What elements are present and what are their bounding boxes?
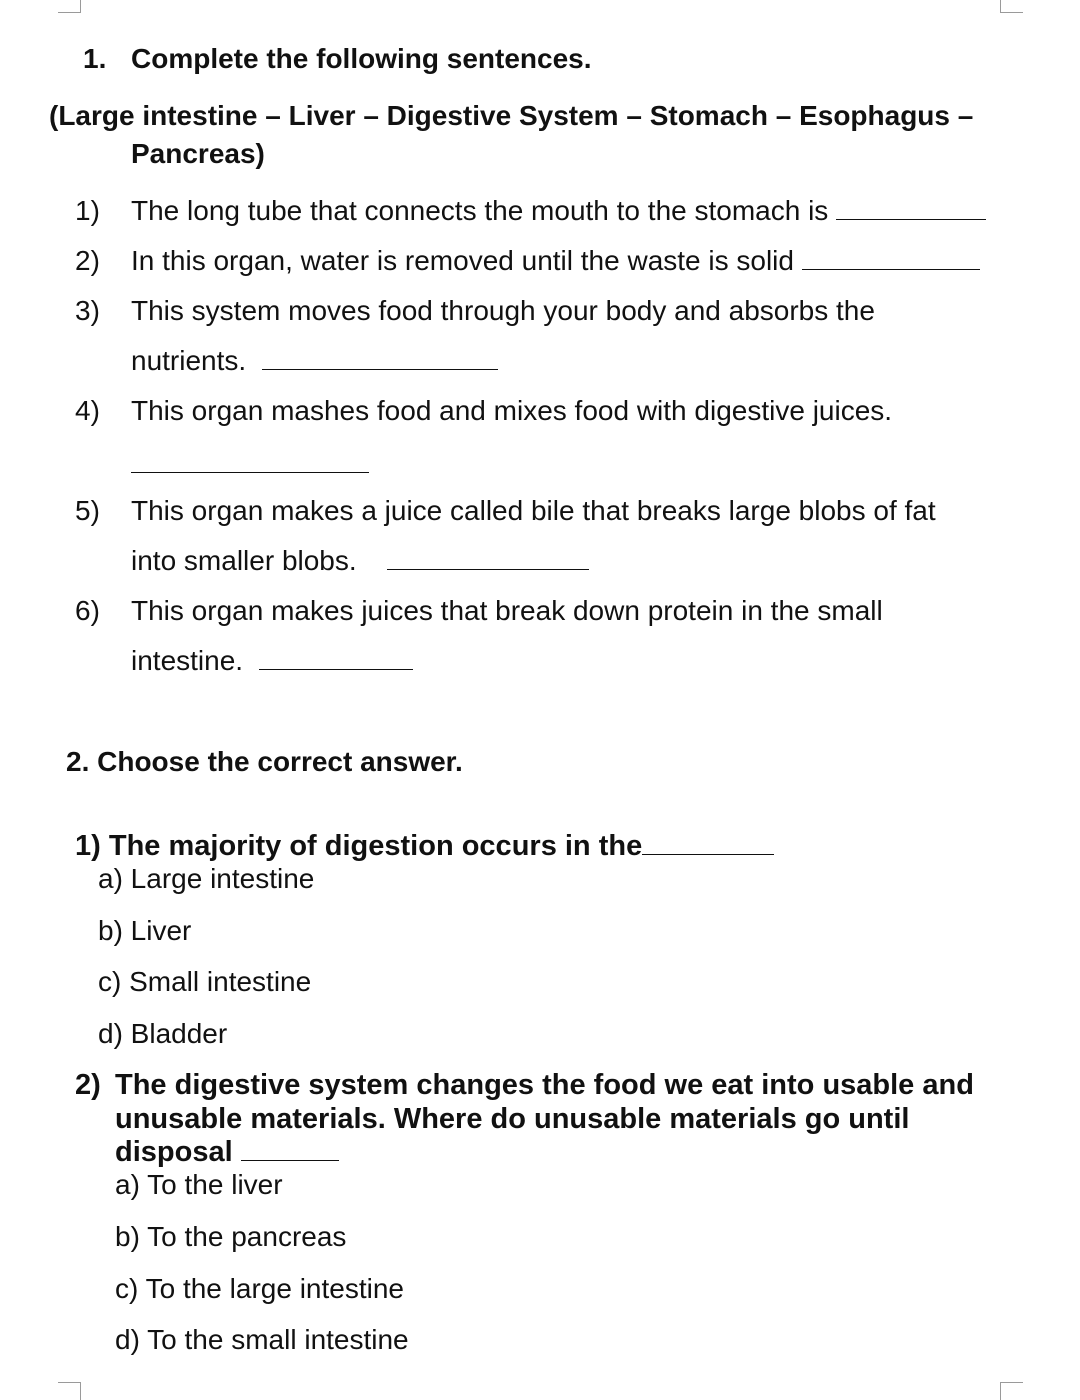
word-bank-line1: (Large intestine – Liver – Digestive System – Stomach – Esophagus –	[49, 100, 974, 131]
answer-blank[interactable]	[262, 368, 498, 370]
sentence-item-5-line1: This organ makes a juice called bile that breaks large blobs of fat	[131, 495, 936, 526]
option-c[interactable]: c) To the large intestine	[115, 1273, 404, 1304]
sentence-item-4: This organ mashes food and mixes food with digestive juices.	[131, 395, 893, 426]
answer-blank[interactable]	[131, 472, 369, 473]
sentence-item-1	[131, 195, 986, 227]
answer-blank[interactable]	[259, 668, 413, 670]
sentence-item-3-line1: This system moves food through your body and absorbs the	[131, 295, 875, 326]
word-bank-line2: Pancreas)	[131, 138, 265, 169]
item-number: 5)	[75, 495, 100, 526]
question-2-line3	[115, 1135, 339, 1169]
question-2-line1: The digestive system changes the food we eat into usable and	[115, 1069, 974, 1101]
answer-blank[interactable]	[642, 853, 774, 855]
item-number: 6)	[75, 595, 100, 626]
option-c[interactable]: c) Small intestine	[98, 966, 312, 997]
item-number: 2)	[75, 245, 100, 276]
corner-mark-bottom-right	[1000, 1382, 1023, 1400]
question-1	[75, 829, 774, 863]
sentence-item-6-line2	[131, 645, 413, 677]
question-text: The majority of digestion occurs in the	[108, 830, 643, 862]
sentence-text: into smaller blobs.	[131, 545, 357, 576]
answer-blank[interactable]	[241, 1159, 339, 1161]
section1-title: Complete the following sentences.	[131, 43, 592, 74]
corner-mark-bottom-left	[58, 1382, 81, 1400]
question-number: 2)	[75, 1069, 101, 1101]
section2-title: 2. Choose the correct answer.	[66, 746, 463, 777]
section1-number: 1.	[83, 43, 107, 74]
question-number: 1)	[75, 830, 101, 862]
option-a[interactable]: a) Large intestine	[98, 863, 315, 894]
item-number: 4)	[75, 395, 100, 426]
question-text: disposal	[115, 1136, 233, 1168]
answer-blank[interactable]	[802, 268, 980, 270]
sentence-text: nutrients.	[131, 345, 247, 376]
corner-mark-top-left	[58, 0, 81, 13]
item-number: 3)	[75, 295, 100, 326]
answer-blank[interactable]	[836, 218, 986, 220]
sentence-item-2	[131, 245, 980, 277]
sentence-text: intestine.	[131, 645, 244, 676]
item-number: 1)	[75, 195, 100, 226]
option-d[interactable]: d) To the small intestine	[115, 1324, 409, 1355]
question-2-line2: unusable materials. Where do unusable materials go until	[115, 1103, 910, 1135]
option-d[interactable]: d) Bladder	[98, 1018, 228, 1049]
answer-blank[interactable]	[387, 568, 589, 570]
option-b[interactable]: b) To the pancreas	[115, 1221, 347, 1252]
option-b[interactable]: b) Liver	[98, 915, 192, 946]
option-a[interactable]: a) To the liver	[115, 1169, 283, 1200]
corner-mark-top-right	[1000, 0, 1023, 13]
sentence-item-6-line1: This organ makes juices that break down protein in the small	[131, 595, 883, 626]
sentence-text: The long tube that connects the mouth to the stomach is	[131, 195, 829, 226]
sentence-item-5-line2	[131, 545, 589, 577]
sentence-text: In this organ, water is removed until the waste is solid	[131, 245, 794, 276]
sentence-item-3-line2	[131, 345, 498, 377]
